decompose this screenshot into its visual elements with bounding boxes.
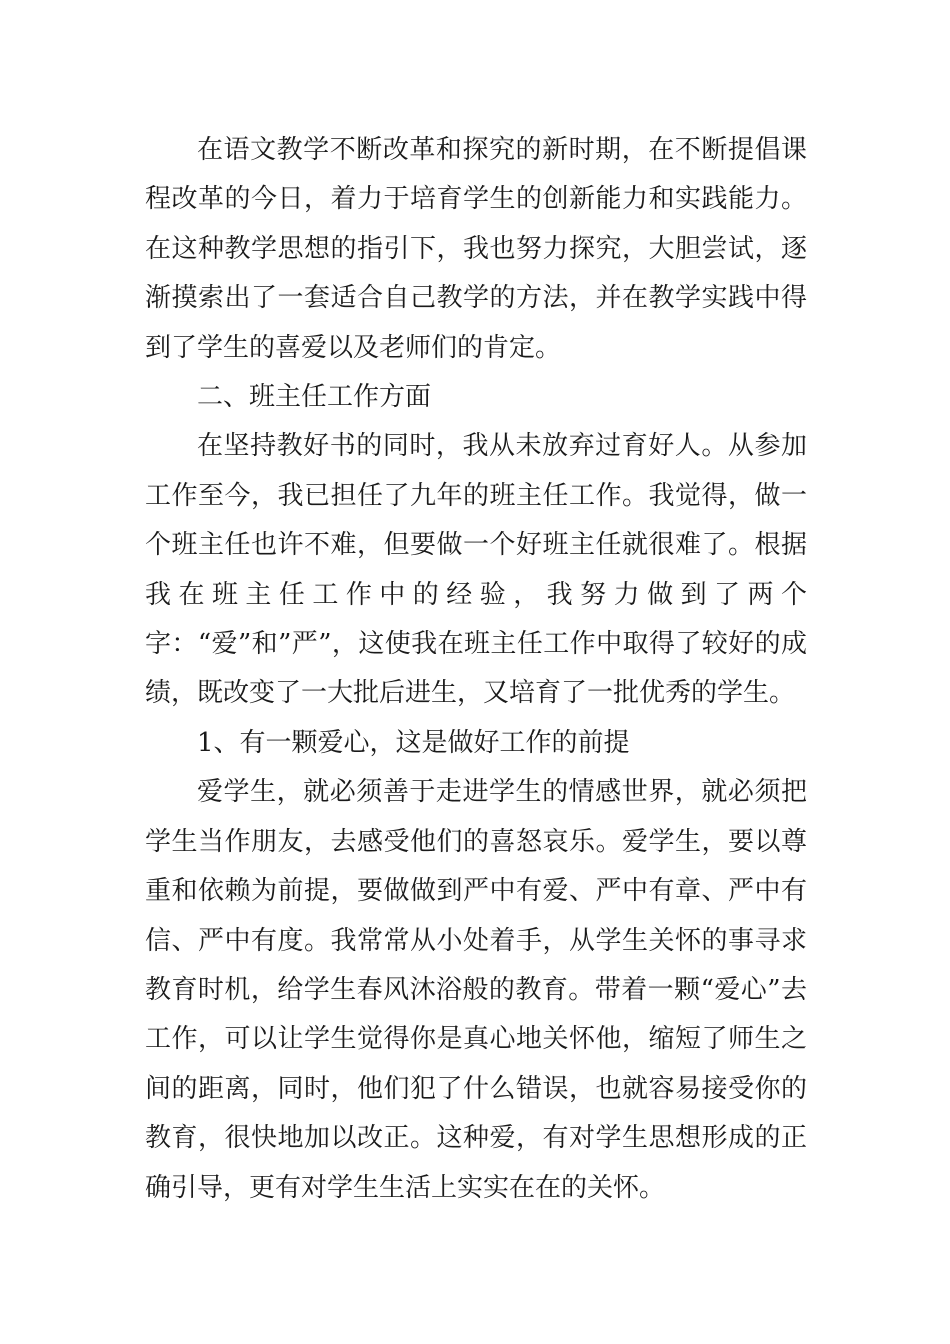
paragraph-loving-students: 爱学生，就必须善于走进学生的情感世界，就必须把学生当作朋友，去感受他们的喜怒哀乐。爱学生，要以尊重和依赖为前提，要做做到严中有爱、严中有章、严中有信、严中有度。我常常从小处着手，从学生关怀的事寻求教育时机，给学生春风沐浴般的教育。带着一颗“爱心”去工作，可以让学生觉得你是真心地关怀他，缩短了师生之间的距离，同时，他们犯了什么错误，也就容易接受你的教育，很快地加以改正。这种爱，有对学生思想形成的正确引导，更有对学生生活上实实在在的关怀。: [145, 777, 807, 1203]
paragraph-class-teacher: 在坚持教好书的同时，我从未放弃过育好人。从参加工作至今，我已担任了九年的班主任工作。我觉得，做一个班主任也许不难，但要做一个好班主任就很难了。根据我在班主任工作中的经验，我努力做到了两个字：“爱”和”严”，这使我在班主任工作中取得了较好的成绩，既改变了一大批后进生，又培育了一批优秀的学生。: [145, 431, 807, 709]
paragraph-intro: 在语文教学不断改革和探究的新时期，在不断提倡课程改革的今日，着力于培育学生的创新能力和实践能力。在这种教学思想的指引下，我也努力探究，大胆尝试，逐渐摸索出了一套适合自己教学的方法，并在教学实践中得到了学生的喜爱以及老师们的肯定。: [145, 135, 807, 363]
document-page: [145, 126, 807, 1213]
subheading-loving-heart: 1、有一颗爱心，这是做好工作的前提: [197, 727, 630, 758]
section-heading-class-teacher: 二、班主任工作方面: [197, 382, 432, 413]
